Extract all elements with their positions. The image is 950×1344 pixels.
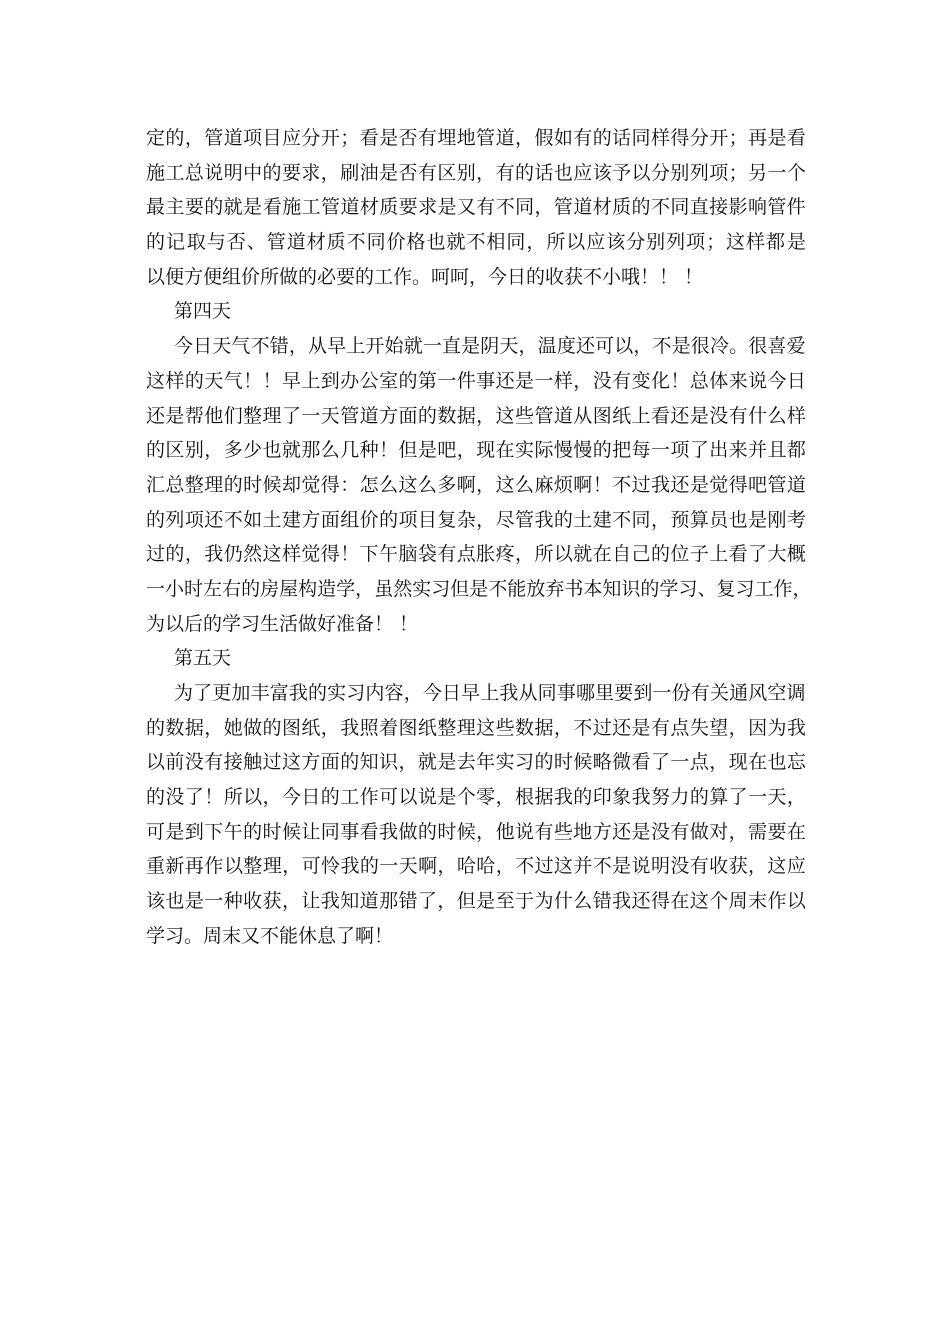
text-line: 定 的 ， 管 道 项 目 应 分 开 ； 看 是 否 有 埋 地 管 道 ， 假 如 有 的 话 同 样 得 分 开 ； 再 是 看 — [146, 127, 806, 149]
section-heading-day-four: 第四天 — [174, 300, 232, 323]
document-body — [146, 121, 812, 954]
text-line: 为以后的学习生活做好准备！ ！ — [146, 612, 419, 635]
text-line: 汇 总 整 理 的 时 候 却 觉 得 ： 怎 么 这 么 多 啊 ， 这 么 麻 烦 啊 ！ 不 过 我 还 是 觉 得 吧 管 道 — [146, 473, 806, 496]
text-line: 该 也 是 一 种 收 获 ， 让 我 知 道 那 错 了 ， 但 是 至 于 为 什 么 错 我 还 得 在 这 个 周 末 作 以 — [146, 890, 806, 913]
text-line: 以便方便组价所做的必要的工作。呵呵，今日的收获不小哦！！ ！ — [146, 265, 704, 288]
text-line: 这 样 的 天 气 ！ ！ 早 上 到 办 公 室 的 第 一 件 事 还 是 一 样 ， 没 有 变 化 ！ 总 体 来 说 今 日 — [146, 369, 806, 392]
text-line: 还 是 帮 他 们 整 理 了 一 天 管 道 方 面 的 数 据 ， 这 些 管 道 从 图 纸 上 看 还 是 没 有 什 么 样 — [146, 404, 806, 427]
text-line: 学习。周末又不能休息了啊！ — [146, 924, 394, 947]
text-line: 为 了 更 加 丰 富 我 的 实 习 内 容 ， 今 日 早 上 我 从 同 事 哪 里 要 到 一 份 有 关 通 风 空 调 — [174, 682, 806, 704]
section-heading-day-five: 第五天 — [174, 647, 232, 670]
text-line: 的 数 据 ， 她 做 的 图 纸 ， 我 照 着 图 纸 整 理 这 些 数 据 ， 不 过 还 是 有 点 失 望 ， 因 为 我 — [146, 716, 806, 739]
text-line: 的 列 项 还 不 如 土 建 方 面 组 价 的 项 目 复 杂 ， 尽 管 我 的 土 建 不 同 ， 预 算 员 也 是 刚 考 — [146, 508, 806, 531]
text-line: 以 前 没 有 接 触 过 这 方 面 的 知 识 ， 就 是 去 年 实 习 的 时 候 略 微 看 了 一 点 ， 现 在 也 忘 — [146, 751, 806, 774]
text-line: 施 工 总 说 明 中 的 要 求 ， 刷 油 是 否 有 区 别 ， 有 的 话 也 应 该 予 以 分 别 列 项 ； 另 一 个 — [146, 161, 806, 184]
text-line: 最 主 要 的 就 是 看 施 工 管 道 材 质 要 求 是 又 有 不 同 ， 管 道 材 质 的 不 同 直 接 影 响 管 件 — [146, 196, 806, 219]
text-line: 今 日 天 气 不 错 ， 从 早 上 开 始 就 一 直 是 阴 天 ， 温 度 还 可 以 ， 不 是 很 冷 。 很 喜 爱 — [174, 335, 806, 358]
text-line: 过 的 ， 我 仍 然 这 样 觉 得 ！ 下 午 脑 袋 有 点 胀 疼 ， 所 以 就 在 自 己 的 位 子 上 看 了 大 概 — [146, 543, 806, 566]
text-line: 重 新 再 作 以 整 理 ， 可 怜 我 的 一 天 啊 ， 哈 哈 ， 不 过 这 并 不 是 说 明 没 有 收 获 ， 这 应 — [146, 855, 806, 878]
text-line: 可 是 到 下 午 的 时 候 让 同 事 看 我 做 的 时 候 ， 他 说 有 些 地 方 还 是 没 有 做 对 ， 需 要 在 — [146, 820, 806, 843]
text-line: 的 记 取 与 否 、 管 道 材 质 不 同 价 格 也 就 不 相 同 ， 所 以 应 该 分 别 列 项 ； 这 样 都 是 — [146, 231, 806, 254]
text-line: 的 区 别 ， 多 少 也 就 那 么 几 种 ！ 但 是 吧 ， 现 在 实 际 慢 慢 的 把 每 一 项 了 出 来 并 且 都 — [146, 439, 806, 462]
text-line: 一 小 时 左 右 的 房 屋 构 造 学 ， 虽 然 实 习 但 是 不 能 放 弃 书 本 知 识 的 学 习 、 复 习 工 作 ， — [146, 577, 812, 600]
text-line: 的 没 了 ！ 所 以 ， 今 日 的 工 作 可 以 说 是 个 零 ， 根 据 我 的 印 象 我 努 力 的 算 了 一 天 ， — [146, 786, 806, 809]
